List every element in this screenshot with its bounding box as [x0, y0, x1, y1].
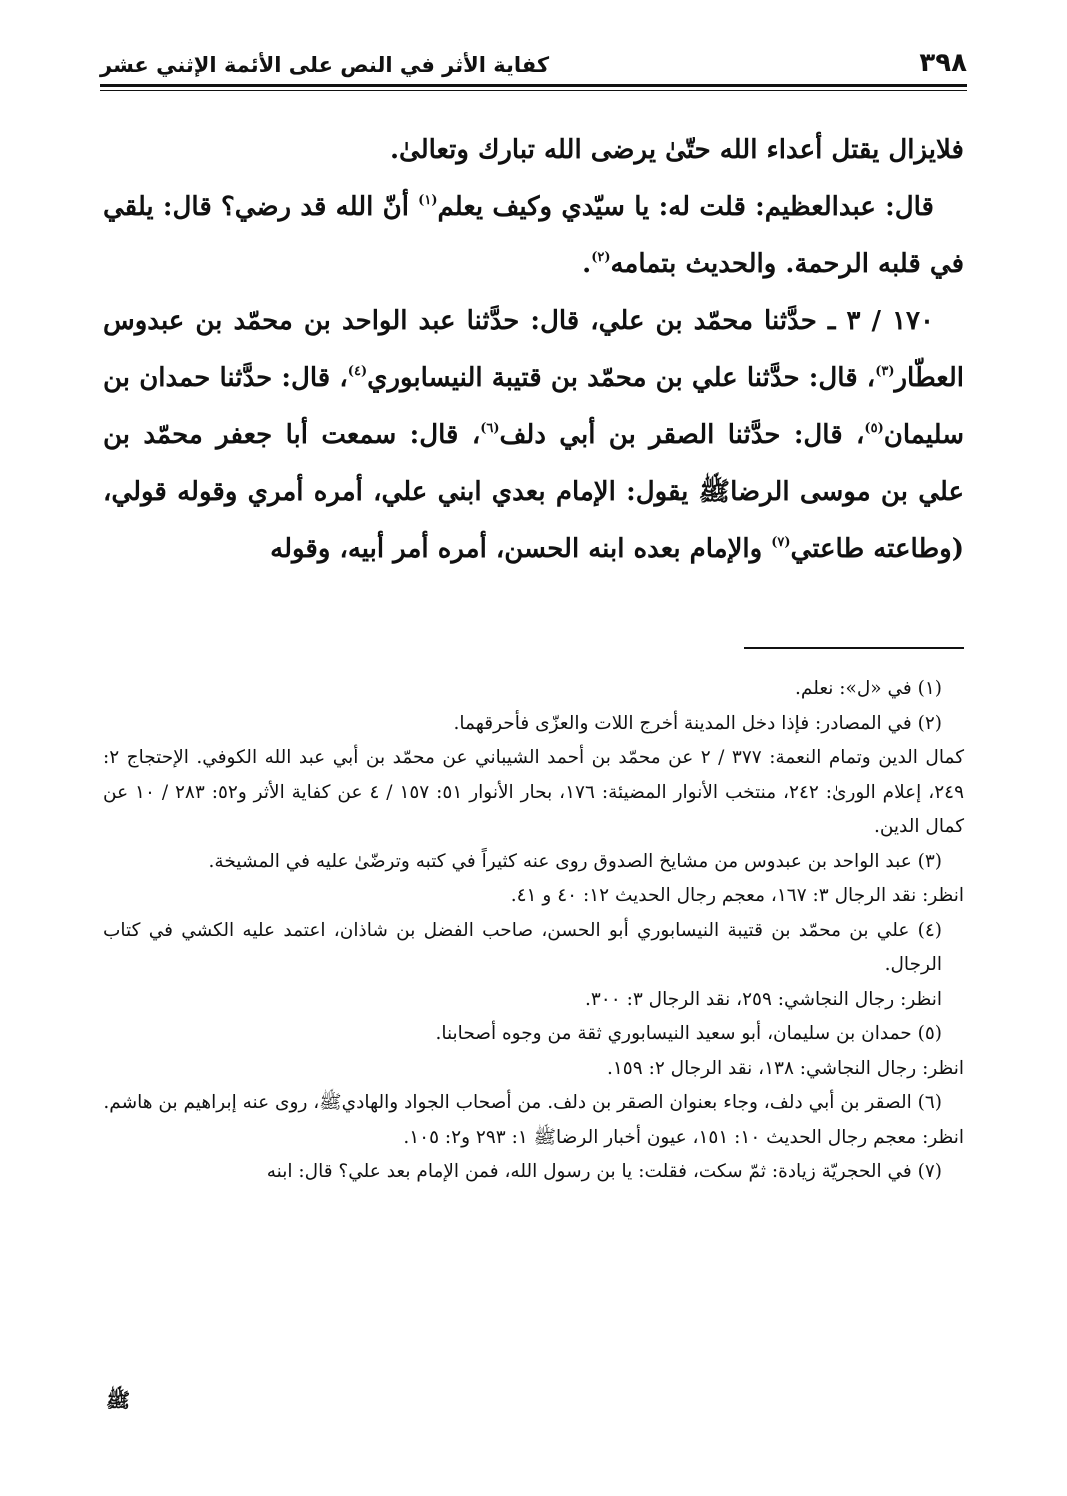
footnote-ref-2: (٢) — [591, 250, 611, 265]
footnote-5: (٥) حمدان بن سليمان، أبو سعيد النيسابوري ثقة من وجوه أصحابنا. — [435, 1023, 942, 1044]
header-rule-thin — [100, 90, 967, 91]
footnote-6: (٦) الصقر بن أبي دلف، وجاء بعنوان الصقر بن دلف. من أصحاب الجواد والهاديﷺ، روى عنه إبراهيم بن هاشم. — [103, 1092, 942, 1113]
main-text — [103, 122, 964, 578]
footnote-6-sources: انظر: معجم رجال الحديث ١٠: ١٥١، عيون أخبار الرضاﷺ ١: ٢٩٣ و٢: ١٠٥. — [403, 1126, 964, 1148]
footnote-4: (٤) علي بن محمّد بن قتيبة النيسابوري أبو الحسن، صاحب الفضل بن شاذان، اعتمد عليه الكشي في كتاب الرجال. — [103, 919, 942, 975]
footnote-ref-5: (٥) — [864, 421, 884, 436]
paragraph-3 — [103, 293, 964, 578]
page-number: ٣٩٨ — [919, 48, 967, 78]
paragraph-3-text-c: ، قال: حدَّثنا حمدان بن سليمان — [103, 363, 965, 450]
footnotes — [103, 672, 964, 1190]
footnote-7: (٧) في الحجريّة زيادة: ثمّ سكت، فقلت: يا بن رسول الله، فمن الإمام بعد علي؟ قال: ابنه — [266, 1161, 942, 1182]
paragraph-2 — [103, 179, 964, 293]
paragraph-3-text-b: ، قال: حدَّثنا علي بن محمّد بن قتيبة النيسابوري — [367, 363, 876, 393]
footnote-ref-3: (٣) — [875, 364, 895, 379]
paragraph-2-text-c: . — [582, 249, 592, 279]
footnote-separator — [744, 647, 964, 649]
footnote-2-sources: كمال الدين وتمام النعمة: ٣٧٧ / ٢ عن محمّد بن أحمد الشيباني عن محمّد بن أبي عبد الله الكوفي. الإحتجاج ٢: ٢٤٩، إعلام الورىٰ: ٢٤٢، منتخب الأنوار المضيئة: ١٧٦، بحار الأنوار ٥١: ١٥٧ / ٤ عن كفاية الأثر و٥٢: ٢٨٣ / ١٠ عن كمال الدين. — [103, 747, 965, 837]
paragraph-3-text-f: والإمام بعده ابنه الحسن، أمره أمر أبيه، وقوله — [270, 534, 772, 564]
footnote-ref-4: (٤) — [347, 364, 368, 379]
footnote-1: (١) في «ل»: نعلم. — [795, 678, 942, 699]
paragraph-2-text-a: قال: عبدالعظيم: قلت له: يا سيّدي وكيف يعلم — [437, 192, 934, 222]
header-rule-thick — [100, 84, 967, 87]
running-title: كفاية الأثر في النص على الأئمة الإثني عشر — [100, 53, 550, 77]
footnote-4-sources: انظر: رجال النجاشي: ٢٥٩، نقد الرجال ٣: ٣٠٠. — [584, 988, 942, 1010]
footnote-ref-6: (٦) — [480, 421, 500, 436]
catchword-mark: ﷺ — [106, 1388, 131, 1412]
paragraph-3-text-e: ، قال: سمعت أبا جعفر محمّد بن علي بن موسى الرضاﷺ يقول: الإمام بعدي ابني علي، أمره أمري وقوله قولي، (وطاعته طاعتي — [103, 420, 964, 564]
paragraph-1: فلايزال يقتل أعداء الله حتّىٰ يرضى الله تبارك وتعالىٰ. — [389, 135, 964, 165]
footnote-3: (٣) عبد الواحد بن عبدوس من مشايخ الصدوق روى عنه كثيراً في كتبه وترضّىٰ عليه في المشيخة. — [208, 850, 942, 872]
footnote-ref-7: (٧) — [771, 535, 791, 550]
footnote-2: (٢) في المصادر: فإذا دخل المدينة أخرج اللات والعزّى فأحرقهما. — [453, 712, 942, 734]
footnote-3-sources: انظر: نقد الرجال ٣: ١٦٧، معجم رجال الحديث ١٢: ٤٠ و ٤١. — [510, 885, 964, 906]
paragraph-3-text-a: ١٧٠ / ٣ ـ حدَّثنا محمّد بن علي، قال: حدَّثنا عبد الواحد بن محمّد بن عبدوس العطّار — [103, 306, 964, 393]
footnote-5-sources: انظر: رجال النجاشي: ١٣٨، نقد الرجال ٢: ١٥٩. — [606, 1057, 964, 1079]
paragraph-2-text-b: أنّ الله قد رضي؟ قال: يلقي في قلبه الرحمة. والحديث بتمامه — [103, 192, 964, 279]
paragraph-3-text-d: ، قال: حدَّثنا الصقر بن أبي دلف — [499, 420, 865, 450]
page-header — [100, 36, 967, 76]
footnote-ref-1: (١) — [418, 193, 438, 208]
